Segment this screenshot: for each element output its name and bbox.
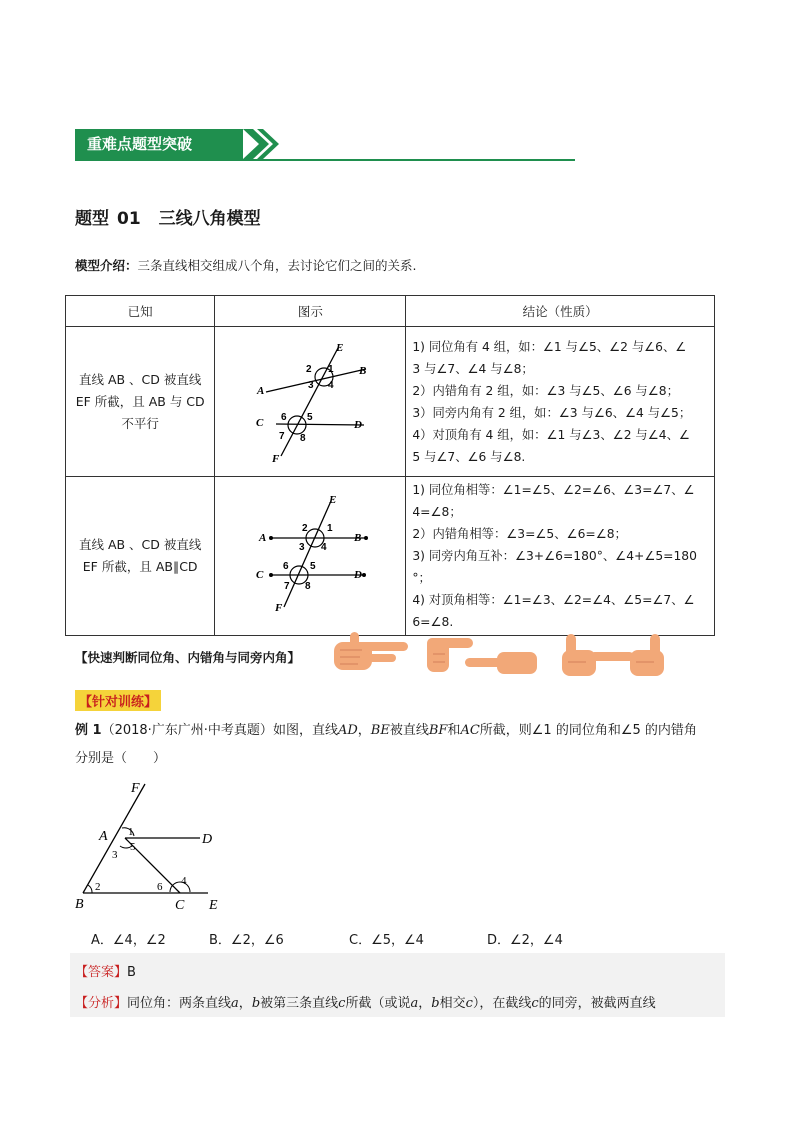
analysis-text: ， [238,996,252,1011]
banner-stripes-icon [235,127,295,161]
question-text: 所截，则∠1 的同位角和∠5 的内错角 [479,723,697,738]
intro-label: 模型介绍： [75,258,138,273]
analysis-text: 的同旁，被截两直线 [538,996,656,1011]
model-table [65,295,715,636]
angle-8-label: 8 [305,580,311,592]
question-text: 被直线 [389,723,429,738]
known-line: 不平行 [121,415,159,431]
banner-underline [75,159,575,161]
analysis-text: 所截（或说 [345,996,411,1011]
known-line: 直线 AB 、CD 被直线 [78,537,202,552]
parallel-lines-figure [216,483,404,630]
analysis-text: ， [418,996,432,1011]
label-B: B [359,365,367,377]
choice-c: C．∠5，∠4 [349,933,424,948]
label-E: E [336,342,344,354]
angle-4-label: 4 [321,541,327,553]
var-AC: AC [460,723,480,738]
analysis-label: 【分析】 [75,996,128,1011]
practice-tag: 【针对训练】 [75,690,161,711]
title-number: 01 [117,209,141,229]
conclusion-line: 3 与∠7、∠4 与∠8； [412,361,534,376]
known-line: EF 所截，且 AB∥CD [82,559,198,574]
fig-label-A: A [99,829,108,844]
question-text: 分别是（ ） [75,751,167,766]
choice-b: B．∠2，∠6 [209,933,284,948]
hand-gesture-alternate-icon [425,632,541,680]
conclusion-line: 1) 同位角相等：∠1=∠5、∠2=∠6、∠3=∠7、∠ [412,483,695,497]
table-header-row [66,296,715,327]
analysis-text: 被第三条直线 [260,996,339,1011]
var-BE: BE [370,723,390,738]
angle-8-label: 8 [300,433,306,444]
var-BF: BF [428,723,448,738]
quick-judge-heading: 【快速判断同位角、内错角与同旁内角】 [75,650,301,665]
fig-angle-2: 2 [95,881,101,893]
conclusion-cell [406,327,715,477]
label-F: F [275,601,283,614]
fig-label-B: B [75,897,84,912]
fig-angle-4: 4 [181,875,187,887]
angle-5-label: 5 [307,412,313,423]
analysis-line [75,992,725,1011]
angle-6-label: 6 [281,412,287,423]
label-A: A [259,531,267,544]
var-AD: AD [337,723,358,738]
analysis-text: ），在截线 [472,996,532,1011]
example-triangle-figure [70,778,230,914]
fig-angle-3: 3 [112,849,118,861]
conclusion-line: 1) 同位角有 4 组，如：∠1 与∠5、∠2 与∠6、∠ [412,339,687,354]
title-prefix: 题型 [75,209,109,229]
fig-angle-6: 6 [157,881,163,893]
question-text: 如图，直线 [272,723,338,738]
conclusion-line: 2）内错角相等：∠3=∠5、∠6=∠8； [412,527,627,541]
label-C: C [256,417,264,429]
question-text: 和 [447,723,461,738]
answer-choices [91,929,731,948]
analysis-text: 同位角：两条直线 [127,996,232,1011]
var-b: b [251,996,261,1011]
choice-a: A．∠4，∠2 [91,933,166,948]
label-A: A [257,385,265,397]
conclusion-line: 3）同旁内角有 2 组，如：∠3 与∠6、∠4 与∠5； [412,405,692,420]
var-a: a [410,996,419,1011]
angle-7-label: 7 [284,580,290,592]
banner-title: 重难点题型突破 [75,129,243,159]
angle-3-label: 3 [299,541,305,553]
angle-3-label: 3 [308,380,314,391]
figure-cell [215,327,406,477]
label-C: C [256,568,264,581]
known-cell [66,477,215,636]
known-cell [66,327,215,477]
conclusion-cell [406,477,715,636]
nonparallel-lines-figure [216,328,404,475]
conclusion-line: 4=∠8； [412,505,462,519]
conclusion-line: 4）对顶角有 4 组，如：∠1 与∠3、∠2 与∠4、∠ [412,427,690,442]
fig-angle-5: 5 [130,841,136,853]
known-line: EF 所截，且 AB 与 CD [75,393,205,409]
title-name: 三线八角模型 [158,209,261,229]
label-E: E [329,493,337,506]
angle-2-label: 2 [306,364,312,375]
example-source: （2018·广东广州·中考真题） [101,723,273,738]
table-row [66,477,715,636]
label-D: D [354,568,363,581]
example-label: 例 1 [75,723,102,738]
conclusion-line: °； [412,571,431,585]
angle-4-label: 4 [328,380,334,391]
example-question [75,717,725,773]
answer-label: 【答案】 [75,965,128,980]
section-banner [75,127,575,161]
hand-gesture-same-side-icon [560,632,668,680]
known-line: 直线 AB 、CD 被直线 [78,371,202,387]
choice-d: D．∠2，∠4 [487,933,563,948]
answer-line [75,961,136,980]
hand-gesture-corresponding-icon [330,630,412,678]
angle-6-label: 6 [283,560,289,572]
angle-5-label: 5 [310,560,316,572]
label-F: F [272,453,280,465]
section-title [75,204,261,229]
conclusion-line: 5 与∠7、∠6 与∠8. [412,449,526,464]
header-known: 已知 [66,296,215,327]
fig-label-F: F [131,781,140,796]
angle-7-label: 7 [279,431,285,442]
conclusion-line: 4) 对顶角相等：∠1=∠3、∠2=∠4、∠5=∠7、∠ [412,593,695,607]
var-c: c [338,996,346,1011]
fig-label-E: E [209,898,218,913]
question-text: ， [357,723,371,738]
answer-value: B [127,965,136,980]
model-intro [75,256,417,274]
analysis-text: 相交 [439,996,466,1011]
header-figure: 图示 [215,296,406,327]
intro-text: 三条直线相交组成八个角，去讨论它们之间的关系. [137,258,417,273]
fig-label-C: C [175,898,185,913]
var-a: a [231,996,239,1011]
figure-cell [215,477,406,636]
conclusion-line: 6=∠8. [412,615,454,629]
conclusion-line: 2）内错角有 2 组，如：∠3 与∠5、∠6 与∠8； [412,383,679,398]
angle-2-label: 2 [302,522,308,534]
label-D: D [354,419,363,431]
angle-1-label: 1 [328,364,334,375]
conclusion-line: 3) 同旁内角互补：∠3+∠6=180°、∠4+∠5=180 [412,549,697,563]
var-b: b [431,996,440,1011]
label-B: B [354,531,362,544]
table-row [66,327,715,477]
header-conclusion: 结论（性质） [406,296,715,327]
var-c: c [531,996,539,1011]
angle-1-label: 1 [327,522,333,534]
var-c: c [465,996,473,1011]
fig-label-D: D [202,832,213,847]
fig-angle-1: 1 [128,826,134,838]
